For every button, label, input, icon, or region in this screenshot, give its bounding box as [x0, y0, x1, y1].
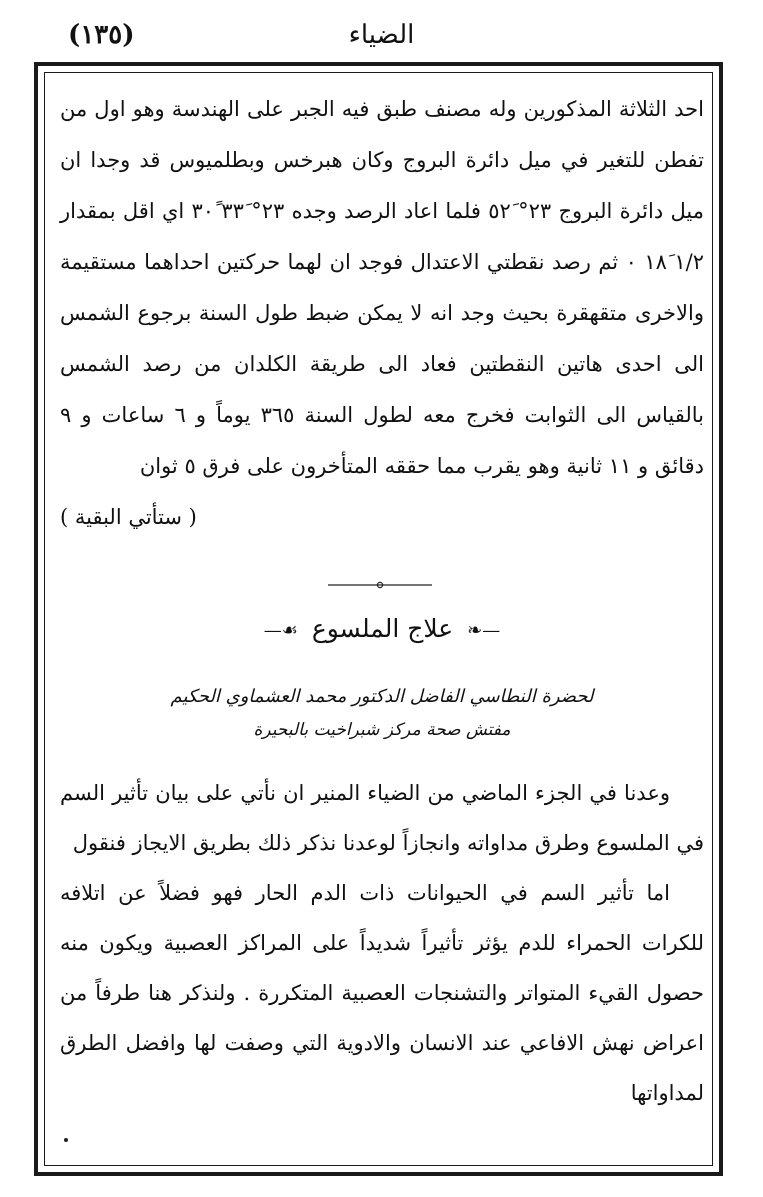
section-divider — [328, 580, 432, 590]
section-continuation — [60, 84, 704, 543]
to-be-continued-note: ( ستأتي البقية ) — [60, 505, 197, 529]
article-paragraph: اما تأثير السم في الحيوانات ذات الدم الحار فهو فضلاً عن اتلافه للكرات الحمراء للدم يؤثر تأثيراً شديداً على المراكز العصبية ويكون منه حصول القيء المتواتر والتشنجات العصبية المتكررة . ولنذكر هنا طرفاً من اعراض نهش الافاعي عند الانسان والادوية التي وصفت لها وافضل الطرق لمداواتها — [60, 881, 704, 1105]
author-position: مفتش صحة مركز شبراخيت بالبحيرة — [253, 720, 511, 740]
page-header — [40, 14, 723, 54]
article-body — [60, 768, 704, 1118]
author-line: لحضرة النطاسي الفاضل الدكتور محمد العشماوي الحكيم — [170, 686, 594, 707]
continuation-text: احد الثلاثة المذكورين وله مصنف طبق فيه الجبر على الهندسة وهو اول من تفطن للتغير في ميل دائرة البروج وكان هبرخس وبطلميوس قد وجدا ان ميل دائرة البروج ٢٣° ٥٢َ فلما اعاد الرصد وجده ٢٣° ٣٣َ ٣٠ً اي اقل بمقدار ١/٢ ١٨َ ٠ ثم رصد نقطتي الاعتدال فوجد ان لهما حركتين احداهما مستقيمة والاخرى متقهقرة بحيث وجد انه لا يمكن ضبط طول السنة برجوع الشمس الى احدى هاتين النقطتين فعاد الى طريقة الكلدان من رصد الشمس بالقياس الى الثوابت فخرج معه لطول السنة ٣٦٥ يوماً و ٦ ساعات و ٩ دقائق و ١١ ثانية وهو يقرب مما حققه المتأخرون على فرق ٥ ثوان — [60, 97, 704, 478]
article-heading — [60, 614, 704, 643]
ornament-right-icon: —❧ — [467, 620, 501, 641]
article-paragraph: وعدنا في الجزء الماضي من الضياء المنير ان نأتي على بيان تأثير السم في الملسوع وطرق مداواته وانجازاً لوعدنا نذكر ذلك بطريق الايجاز فنقول — [60, 781, 704, 855]
running-title: الضياء — [348, 20, 415, 50]
ornament-left-icon: ☙— — [263, 620, 298, 641]
continuation-paragraph — [60, 84, 704, 529]
print-mark — [64, 1138, 68, 1142]
page-number: (١٣٥) — [68, 20, 135, 50]
article-title: علاج الملسوع — [311, 614, 454, 643]
